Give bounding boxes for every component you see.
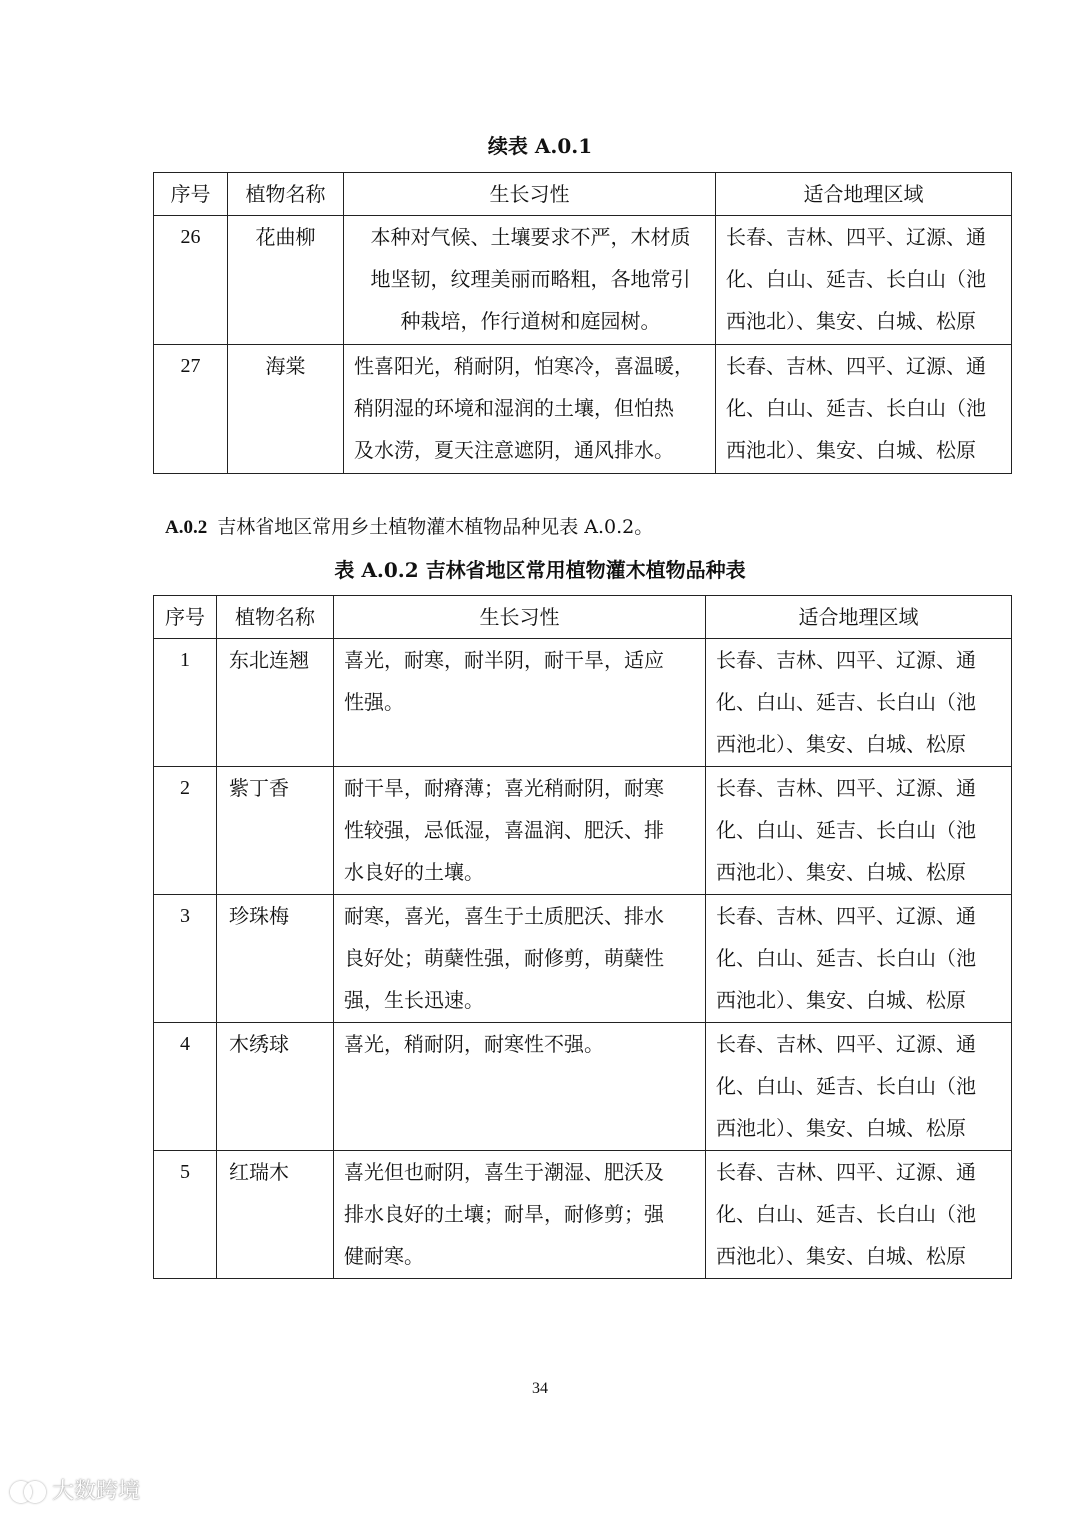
header-plant-name: 植物名称 xyxy=(217,596,334,639)
cell-seq: 2 xyxy=(154,767,217,895)
section-text: 吉林省地区常用乡土植物灌木植物品种见表 A.0.2。 xyxy=(217,516,654,538)
watermark xyxy=(10,1474,140,1505)
table-row xyxy=(154,1023,1012,1151)
watermark-logo-icon xyxy=(10,1481,46,1503)
cell-seq: 4 xyxy=(154,1023,217,1151)
cell-seq: 3 xyxy=(154,895,217,1023)
cell-growth-habit: 耐寒，喜光，喜生于土质肥沃、排水 良好处；萌蘖性强，耐修剪，萌蘖性 强，生长迅速。 xyxy=(334,895,706,1023)
cell-plant-name: 海棠 xyxy=(228,345,344,474)
header-region: 适合地理区域 xyxy=(706,596,1012,639)
cell-region: 长春、吉林、四平、辽源、通 化、白山、延吉、长白山（池 西池北）、集安、白城、松原 xyxy=(706,639,1012,767)
cell-plant-name: 红瑞木 xyxy=(217,1151,334,1279)
table-header-row xyxy=(154,596,1012,639)
cell-region: 长春、吉林、四平、辽源、通 化、白山、延吉、长白山（池 西池北）、集安、白城、松原 xyxy=(716,216,1012,345)
table-row xyxy=(154,895,1012,1023)
cell-plant-name: 紫丁香 xyxy=(217,767,334,895)
table-header-row xyxy=(154,173,1012,216)
cell-region: 长春、吉林、四平、辽源、通 化、白山、延吉、长白山（池 西池北）、集安、白城、松原 xyxy=(706,767,1012,895)
page-number: 34 xyxy=(532,1380,548,1397)
cell-region: 长春、吉林、四平、辽源、通 化、白山、延吉、长白山（池 西池北）、集安、白城、松原 xyxy=(716,345,1012,474)
table-a02 xyxy=(153,595,1012,1279)
table-row xyxy=(154,216,1012,345)
cell-plant-name: 东北连翘 xyxy=(217,639,334,767)
cell-region: 长春、吉林、四平、辽源、通 化、白山、延吉、长白山（池 西池北）、集安、白城、松原 xyxy=(706,1023,1012,1151)
table-row xyxy=(154,345,1012,474)
table-a01-caption: 续表 A.0.1 xyxy=(487,134,593,158)
cell-growth-habit: 性喜阳光，稍耐阴，怕寒冷，喜温暖， 稍阴湿的环境和湿润的土壤，但怕热 及水涝，夏天注意遮阴，通风排水。 xyxy=(344,345,716,474)
cell-growth-habit: 喜光，稍耐阴，耐寒性不强。 xyxy=(334,1023,706,1151)
cell-seq: 5 xyxy=(154,1151,217,1279)
table-a01-continued xyxy=(153,172,1012,474)
watermark-text: 大数跨境 xyxy=(52,1479,141,1504)
cell-plant-name: 木绣球 xyxy=(217,1023,334,1151)
cell-growth-habit: 耐干旱，耐瘠薄；喜光稍耐阴，耐寒 性较强，忌低湿，喜温润、肥沃、排 水良好的土壤。 xyxy=(334,767,706,895)
header-seq: 序号 xyxy=(154,173,228,216)
cell-region: 长春、吉林、四平、辽源、通 化、白山、延吉、长白山（池 西池北）、集安、白城、松原 xyxy=(706,1151,1012,1279)
cell-seq: 26 xyxy=(154,216,228,345)
table-row xyxy=(154,1151,1012,1279)
table-row xyxy=(154,639,1012,767)
header-region: 适合地理区域 xyxy=(716,173,1012,216)
header-plant-name: 植物名称 xyxy=(228,173,344,216)
cell-plant-name: 花曲柳 xyxy=(228,216,344,345)
cell-seq: 1 xyxy=(154,639,217,767)
section-number: A.0.2 xyxy=(165,517,208,538)
header-seq: 序号 xyxy=(154,596,217,639)
cell-plant-name: 珍珠梅 xyxy=(217,895,334,1023)
table-a02-caption: 表 A.0.2 吉林省地区常用植物灌木植物品种表 xyxy=(334,558,746,582)
header-growth-habit: 生长习性 xyxy=(344,173,716,216)
cell-growth-habit: 本种对气候、土壤要求不严，木材质 地坚韧，纹理美丽而略粗，各地常引 种栽培，作行道树和庭园树。 xyxy=(344,216,716,345)
cell-region: 长春、吉林、四平、辽源、通 化、白山、延吉、长白山（池 西池北）、集安、白城、松原 xyxy=(706,895,1012,1023)
header-growth-habit: 生长习性 xyxy=(334,596,706,639)
cell-growth-habit: 喜光，耐寒，耐半阴，耐干旱，适应 性强。 xyxy=(334,639,706,767)
section-intro xyxy=(165,512,653,539)
cell-growth-habit: 喜光但也耐阴，喜生于潮湿、肥沃及 排水良好的土壤；耐旱，耐修剪；强 健耐寒。 xyxy=(334,1151,706,1279)
table-row xyxy=(154,767,1012,895)
cell-seq: 27 xyxy=(154,345,228,474)
